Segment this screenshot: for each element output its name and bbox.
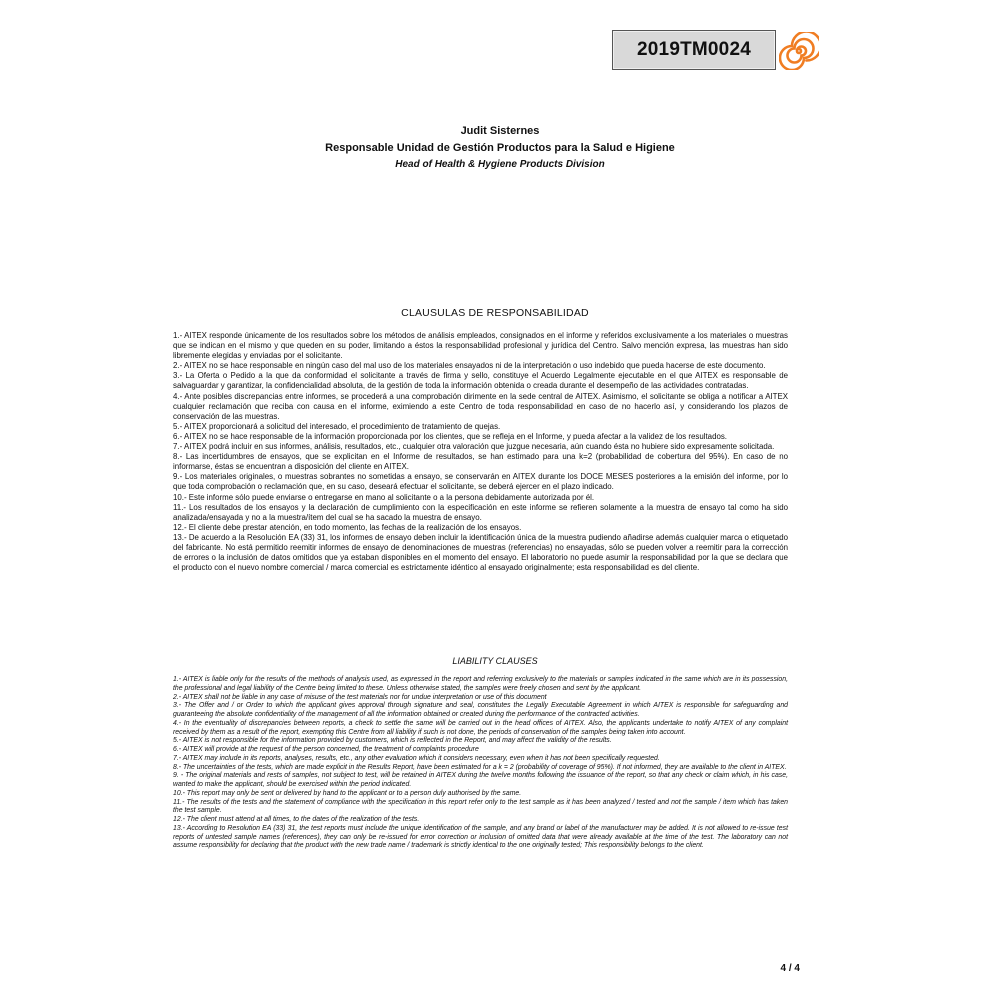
liability-clauses-es: [173, 331, 788, 573]
signatory-title-es: Responsable Unidad de Gestión Productos para la Salud e Higiene: [325, 142, 675, 154]
clause-es: 6.- AITEX no se hace responsable de la información proporcionada por los clientes, que se refleja en el Informe, y pueda afectar a la validez de los resultados.: [173, 431, 727, 441]
clause-en: 13.- According to Resolution EA (33) 31, the test reports must include the unique identification of the sample, and any brand or label of the manufacturer may be added. It is not allowed to re-issue test reports of untested sample names (references), they can only be re-issued for error correction or inclusion of omitted data that were already available at the time of the test. The laboratory can not assume responsibility for declaring that the product with the new trade name / trademark is strictly identical to the one originally tested; This responsibility belongs to the client.: [173, 824, 788, 850]
clause-es: 9.- Los materiales originales, o muestras sobrantes no sometidas a ensayo, se conservarán en AITEX durante los DOCE MESES posteriores a la emisión del informe, por lo que toda comprobación o reclamación que, en su caso, deseará efectuar el solicitante, se deberá ejercer en el plazo indicado.: [173, 472, 788, 492]
clause-es: 13.- De acuerdo a la Resolución EA (33) 31, los informes de ensayo deben incluir la identificación única de la muestra pudiendo añadirse además cualquier marca o etiquetado del fabricante. No está permitido reemitir informes de ensayo de denominaciones de muestras (referencias) no ensayadas, sólo se pueden volver a reemitir para la corrección de errores o la inclusión de datos omitidos que ya estaban disponibles en el momento del ensayo. El laboratorio no puede asumir la responsabilidad por la que se declara que el producto con el nuevo nombre comercial / marca comercial es estrictamente idéntico al ensayado originalmente; esta responsabilidad es del cliente.: [173, 532, 788, 573]
clause-en: 4.- In the eventuality of discrepancies between reports, a check to settle the same will be carried out in the head offices of AITEX. Also, the applicants undertake to notify AITEX of any complaint received by them as a result of the report, exempting this Centre from all liability if such is not done, the periods of conservation of the samples being taken into account.: [173, 719, 788, 736]
clause-en: 6.- AITEX will provide at the request of the person concerned, the treatment of complaints procedure: [173, 746, 479, 753]
clause-es: 12.- El cliente debe prestar atención, en todo momento, las fechas de la realización de los ensayos.: [173, 522, 522, 532]
clause-en: 7.- AITEX may include in its reports, analyses, results, etc., any other evaluation which it considers necessary, even when it has not been specifically requested.: [173, 754, 660, 762]
signatory-title-en: Head of Health & Hygiene Products Division: [395, 159, 605, 170]
liability-clauses-en: [173, 676, 788, 851]
liability-clauses-heading-es: CLAUSULAS DE RESPONSABILIDAD: [401, 307, 589, 319]
page-number: 4 / 4: [780, 963, 800, 974]
signatory-name: Judit Sisternes: [460, 125, 540, 137]
clause-en: 11.- The results of the tests and the statement of compliance with the specification in this report refer only to the test sample as it has been analyzed / tested and not the sample / item which has taken the test sample.: [173, 798, 788, 815]
clause-en: 10.- This report may only be sent or delivered by hand to the applicant or to a person duly authorised by the same.: [173, 789, 522, 797]
clause-en: 9. - The original materials and rests of samples, not subject to test, will be retained in AITEX during the twelve months following the issuance of the report, so that any check or claim which, in his case, wanted to make the applicant, should be exercised within the period indicated.: [173, 772, 788, 788]
clause-es: 4.- Ante posibles discrepancias entre informes, se procederá a una comprobación dirimente en la sede central de AITEX. Asimismo, el solicitante se obliga a notificar a AITEX cualquier reclamación que reciba con causa en el informe, eximiendo a este Centro de toda responsabilidad en caso de no hacerlo así, y considerando los plazos de conservación de las muestras.: [173, 391, 788, 421]
report-number: 2019TM0024: [637, 39, 751, 60]
clause-es: 3.- La Oferta o Pedido a la que da conformidad el solicitante a través de firma y sello, constituye el Acuerdo Legalmente ejecutable en el que AITEX es responsable de salvaguardar y garantizar, la confidencialidad absoluta, de la gestión de toda la información obtenida o creada durante el desempeño de las actividades contratadas.: [173, 371, 788, 391]
clause-es: 7.- AITEX podrá incluir en sus informes, análisis, resultados, etc., cualquier otra valoración que juzgue necesaria, aún cuando ésta no hubiere sido expresamente solicitada.: [173, 442, 775, 452]
report-number-box: [612, 30, 776, 70]
clause-en: 2.- AITEX shall not be liable in any case of misuse of the test materials nor for undue interpretation or use of this document: [173, 693, 547, 701]
clause-es: 8.- Las incertidumbres de ensayos, que se explicitan en el Informe de resultados, se han estimado para una k=2 (probabilidad de cobertura del 95%). En caso de no informarse, éstas se encuentran a disposición del cliente en AITEX.: [173, 452, 788, 472]
liability-clauses-heading-en: LIABILITY CLAUSES: [452, 656, 538, 666]
clause-en: 12.- The client must attend at all times, to the dates of the realization of the tests.: [173, 816, 420, 823]
clause-en: 1.- AITEX is liable only for the results of the methods of analysis used, as expressed in the report and referring exclusively to the materials or samples indicated in the same which are in its possession, the professional and legal liability of the Centre being limited to these. Unless otherwise stated, the samples were freely chosen and sent by the applicant.: [173, 676, 788, 692]
clause-es: 10.- Este informe sólo puede enviarse o entregarse en mano al solicitante o a la persona debidamente autorizada por él.: [173, 492, 595, 502]
clause-es: 2.- AITEX no se hace responsable en ningún caso del mal uso de los materiales ensayados ni de la interpretación o uso indebido que pueda hacerse de este documento.: [173, 361, 766, 371]
clause-en: 5.- AITEX is not responsible for the information provided by customers, which is reflected in the Report, and may affect the validity of the results.: [173, 737, 612, 745]
clause-es: 5.- AITEX proporcionará a solicitud del interesado, el procedimiento de tratamiento de quejas.: [173, 421, 501, 431]
aitex-spiral-logo-icon: [779, 32, 819, 70]
clause-es: 11.- Los resultados de los ensayos y la declaración de cumplimiento con la especificación en este informe se refieren solamente a la muestra de ensayo tal como ha sido analizada/ensayada y no a la muestra/ítem del cual se ha sacado la muestra de ensayo.: [173, 502, 788, 522]
clause-en: 8.- The uncertainties of the tests, which are made explicit in the Results Report, have been estimated for a k = 2 (probability of coverage of 95%). If not informed, they are available to the client in AITEX.: [173, 763, 787, 771]
clause-es: 1.- AITEX responde únicamente de los resultados sobre los métodos de análisis empleados, consignados en el informe y referidos exclusivamente a los materiales o muestras que se indican en el mismo y que queden en su poder, limitando a éstos la responsabilidad profesional y jurídica del Centro. Salvo mención expresa, las muestras han sido libremente elegidas y enviadas por el solicitante.: [173, 331, 788, 361]
clause-en: 3.- The Offer and / or Order to which the applicant gives approval through signature and seal, constitutes the Legally Executable Agreement in which AITEX is responsible for safeguarding and guaranteeing the absolute confidentiality of the management of all the information obtained or created during the performance of the contracted activities.: [173, 702, 788, 718]
